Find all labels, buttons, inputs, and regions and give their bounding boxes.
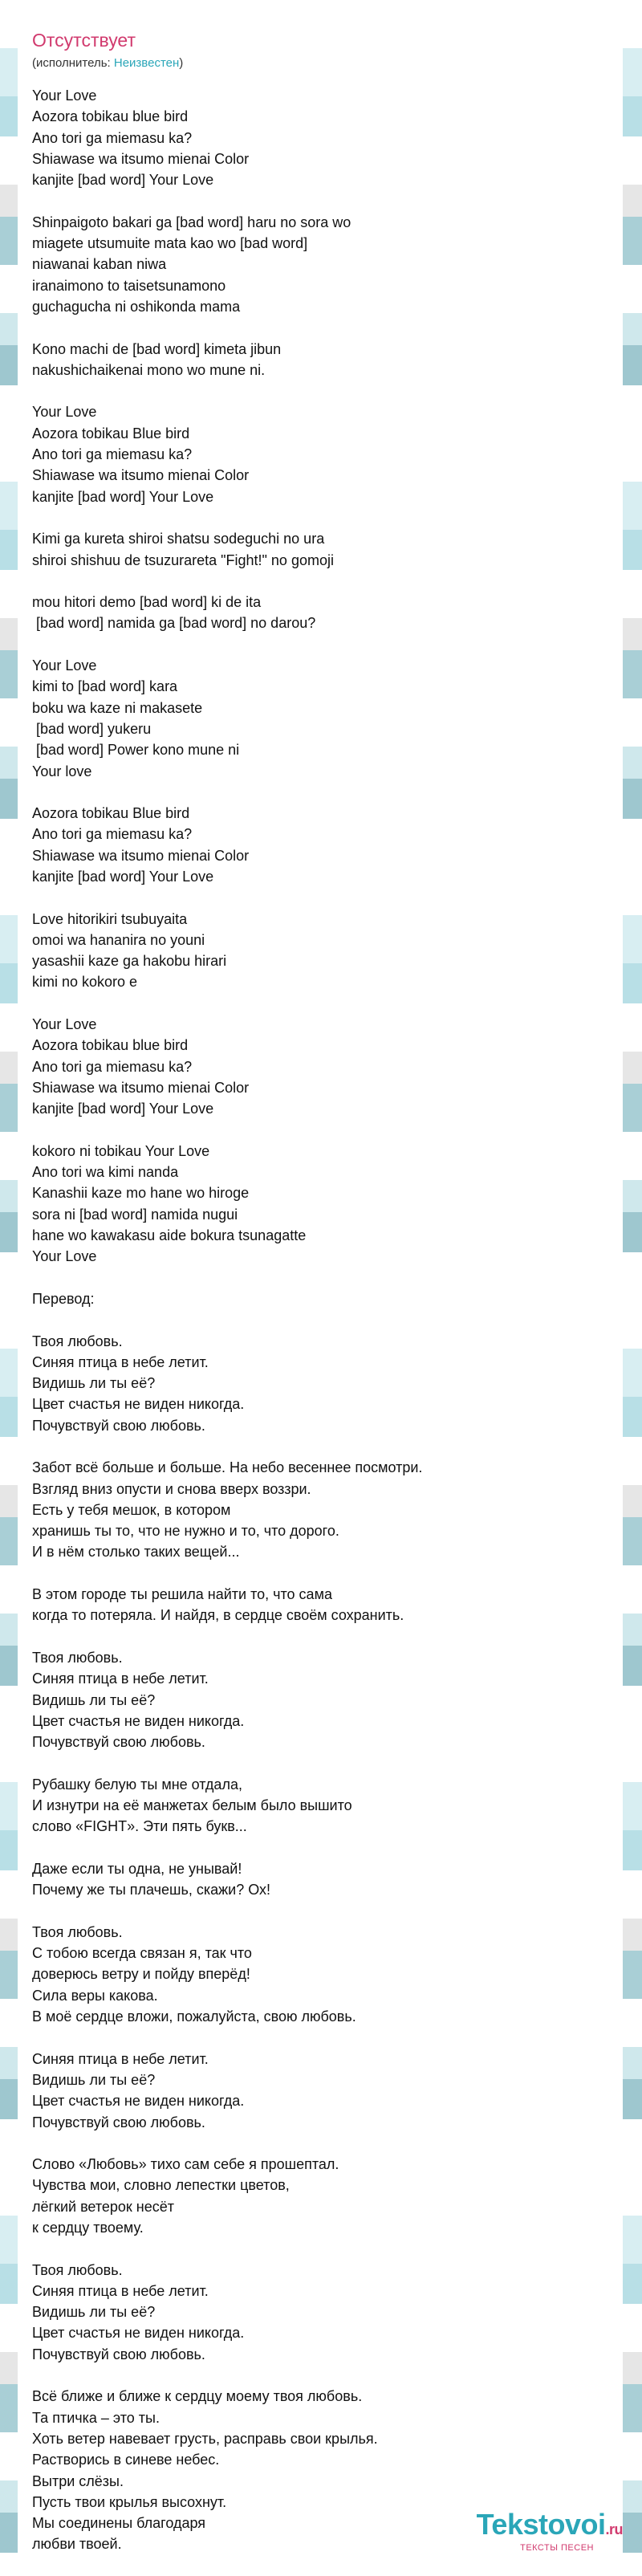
lyrics-line: Ano tori ga miemasu ka?: [32, 129, 193, 146]
lyrics-line: Синяя птица в небе летит.: [32, 2282, 209, 2299]
lyrics-line: доверюсь ветру и пойду вперёд!: [32, 1966, 250, 1983]
lyrics-line: Синяя птица в небе летит.: [32, 1671, 209, 1687]
lyrics-line: miagete utsumuite mata kao wo [bad word]: [32, 235, 308, 252]
lyrics-line: Есть у тебя мешок, в котором: [32, 1501, 231, 1518]
lyrics-line: Your Love: [32, 404, 97, 421]
lyrics-line: Your Love: [32, 87, 97, 104]
lyrics-line: слово «FIGHT». Эти пять букв...: [32, 1818, 247, 1835]
lyrics-stanza: [32, 1922, 610, 2027]
lyrics-line: Ano tori ga miemasu ka?: [32, 446, 193, 463]
lyrics-line: guchagucha ni oshikonda mama: [32, 298, 241, 315]
lyrics-line: Your love: [32, 763, 92, 779]
artist-prefix: (исполнитель:: [32, 56, 114, 70]
lyrics-line: Мы соединены благодаря: [32, 2515, 206, 2532]
lyrics-stanza: [32, 1331, 610, 1436]
lyrics-line: Цвет счастья не виден никогда.: [32, 1712, 245, 1729]
lyrics-line: Всё ближе и ближе к сердцу моему твоя любовь.: [32, 2388, 363, 2405]
lyrics-body: [32, 85, 610, 2555]
artist-link[interactable]: Неизвестен: [113, 56, 180, 70]
lyrics-line: Вытри слёзы.: [32, 2472, 124, 2489]
lyrics-line: И в нём столько таких вещей...: [32, 1544, 240, 1561]
lyrics-line: Почувствуй свою любовь.: [32, 1734, 205, 1751]
lyrics-stanza: [32, 803, 610, 887]
lyrics-line: kokoro ni tobikau Your Love: [32, 1142, 210, 1159]
lyrics-line: когда то потеряла. И найдя, в сердце своём сохранить.: [32, 1607, 404, 1624]
lyrics-stanza: [32, 2154, 610, 2238]
lyrics-line: Цвет счастья не виден никогда.: [32, 2093, 245, 2110]
artist-suffix: ): [179, 56, 184, 70]
lyrics-line: kanjite [bad word] Your Love: [32, 1101, 214, 1117]
lyrics-line: Рубашку белую ты мне отдала,: [32, 1776, 242, 1793]
lyrics-line: iranaimono to taisetsunamono: [32, 277, 226, 294]
lyrics-line: kimi no kokoro e: [32, 974, 138, 991]
lyrics-line: hane wo kawakasu aide bokura tsunagatte: [32, 1227, 307, 1244]
lyrics-line: Your Love: [32, 657, 97, 674]
lyrics-line: Видишь ли ты её?: [32, 2304, 156, 2321]
lyrics-stanza: [32, 1141, 610, 1268]
lyrics-stanza: [32, 1774, 610, 1837]
lyrics-stanza: [32, 339, 610, 381]
lyrics-stanza: [32, 909, 610, 993]
lyrics-line: mou hitori demo [bad word] ki de ita: [32, 594, 262, 611]
lyrics-line: Хоть ветер навевает грусть, расправь свои крылья.: [32, 2430, 378, 2447]
lyrics-line: [bad word] Power kono mune ni: [32, 742, 240, 759]
lyrics-line: Твоя любовь.: [32, 1923, 123, 1940]
logo-tagline: ТЕКСТЫ ПЕСЕН: [520, 2543, 594, 2553]
lyrics-line: Почувствуй свою любовь.: [32, 1417, 205, 1434]
lyrics-line: Даже если ты одна, не унывай!: [32, 1860, 242, 1877]
lyrics-line: yasashii kaze ga hakobu hirari: [32, 953, 227, 970]
lyrics-line: Та птичка – это ты.: [32, 2409, 160, 2426]
lyrics-line: sora ni [bad word] namida nugui: [32, 1206, 238, 1223]
lyrics-line: Kimi ga kureta shiroi shatsu sodeguchi no ura: [32, 531, 325, 547]
lyrics-line: Взгляд вниз опусти и снова вверх воззри.: [32, 1480, 311, 1497]
lyrics-line: Пусть твои крылья высохнут.: [32, 2493, 227, 2510]
lyrics-line: Твоя любовь.: [32, 1649, 123, 1666]
lyrics-line: omoi wa hananira no youni: [32, 931, 205, 948]
lyrics-line: kanjite [bad word] Your Love: [32, 868, 214, 885]
lyrics-line: [bad word] yukeru: [32, 720, 152, 737]
lyrics-line: Shiawase wa itsumo mienai Color: [32, 1079, 250, 1096]
lyrics-line: Aozora tobikau Blue bird: [32, 425, 190, 442]
lyrics-stanza: [32, 1288, 610, 1309]
lyrics-line: Растворись в синеве небес.: [32, 2452, 220, 2468]
lyrics-line: Чувства мои, словно лепестки цветов,: [32, 2177, 290, 2194]
logo-suffix-text: .ru: [605, 2521, 623, 2537]
lyrics-line: Love hitorikiri tsubuyaita: [32, 910, 188, 927]
lyrics-line: Почувствуй свою любовь.: [32, 2346, 205, 2362]
lyrics-line: Видишь ли ты её?: [32, 2071, 156, 2088]
lyrics-line: Видишь ли ты её?: [32, 1375, 156, 1392]
lyrics-stanza: [32, 1584, 610, 1626]
lyrics-line: Слово «Любовь» тихо сам себе я прошептал.: [32, 2156, 339, 2173]
lyrics-line: Shinpaigoto bakari ga [bad word] haru no sora wo: [32, 214, 351, 230]
lyrics-line: В моё сердце вложи, пожалуйста, свою любовь.: [32, 2008, 356, 2025]
lyrics-line: Aozora tobikau Blue bird: [32, 805, 190, 822]
lyrics-line: nakushichaikenai mono wo mune ni.: [32, 361, 266, 378]
lyrics-line: к сердцу твоему.: [32, 2219, 144, 2236]
lyrics-line: [bad word] namida ga [bad word] no darou?: [32, 615, 316, 632]
lyrics-line: Kono machi de [bad word] kimeta jibun: [32, 340, 282, 357]
decorative-right-stripe: [623, 0, 642, 2567]
lyrics-line: Ano tori ga miemasu ka?: [32, 826, 193, 843]
lyrics-line: Ano tori wa kimi nanda: [32, 1164, 179, 1181]
lyrics-line: Ano tori ga miemasu ka?: [32, 1058, 193, 1075]
lyrics-line: Your Love: [32, 1016, 97, 1033]
lyrics-line: kimi to [bad word] kara: [32, 678, 178, 695]
lyrics-line: Aozora tobikau blue bird: [32, 108, 189, 125]
lyrics-stanza: [32, 1858, 610, 1901]
lyrics-line: хранишь ты то, что не нужно и то, что дорого.: [32, 1523, 339, 1540]
lyrics-stanza: [32, 655, 610, 782]
lyrics-line: niawanai kaban niwa: [32, 256, 167, 273]
song-title: Отсутствует: [32, 30, 136, 51]
lyrics-line: boku wa kaze ni makasete: [32, 699, 203, 716]
lyrics-line: Синяя птица в небе летит.: [32, 2050, 209, 2067]
lyrics-page: [32, 29, 610, 2576]
lyrics-stanza: [32, 2049, 610, 2133]
lyrics-stanza: [32, 401, 610, 507]
lyrics-line: Почувствуй свою любовь.: [32, 2114, 205, 2130]
lyrics-line: любви твоей.: [32, 2536, 122, 2553]
lyrics-line: Синяя птица в небе летит.: [32, 1353, 209, 1370]
lyrics-line: лёгкий ветерок несёт: [32, 2198, 174, 2215]
lyrics-stanza: [32, 528, 610, 571]
lyrics-line: Перевод:: [32, 1290, 95, 1307]
decorative-left-stripe: [0, 0, 18, 2567]
lyrics-line: shiroi shishuu de tsuzurareta "Fight!" no gomoji: [32, 551, 334, 568]
lyrics-line: Забот всё больше и больше. На небо весеннее посмотри.: [32, 1459, 423, 1476]
artist-line: [32, 56, 610, 71]
lyrics-line: Shiawase wa itsumo mienai Color: [32, 150, 250, 167]
lyrics-line: В этом городе ты решила найти то, что сама: [32, 1586, 332, 1603]
logo-wordmark: [477, 2509, 623, 2545]
lyrics-line: kanjite [bad word] Your Love: [32, 172, 214, 189]
lyrics-line: kanjite [bad word] Your Love: [32, 488, 214, 505]
lyrics-line: Kanashii kaze mo hane wo hiroge: [32, 1185, 250, 1202]
lyrics-line: С тобою всегда связан я, так что: [32, 1945, 252, 1962]
lyrics-stanza: [32, 2260, 610, 2365]
site-logo[interactable]: [477, 2509, 623, 2553]
lyrics-stanza: [32, 212, 610, 317]
lyrics-line: Your Love: [32, 1248, 97, 1265]
lyrics-line: Твоя любовь.: [32, 2261, 123, 2278]
lyrics-stanza: [32, 592, 610, 634]
lyrics-stanza: [32, 1014, 610, 1119]
lyrics-line: Почему же ты плачешь, скажи? Ох!: [32, 1882, 271, 1898]
lyrics-line: Shiawase wa itsumo mienai Color: [32, 847, 250, 864]
lyrics-line: И изнутри на её манжетах белым было вышито: [32, 1797, 352, 1814]
lyrics-line: Shiawase wa itsumo mienai Color: [32, 467, 250, 484]
lyrics-line: Цвет счастья не виден никогда.: [32, 2325, 245, 2342]
lyrics-stanza: [32, 1647, 610, 1752]
lyrics-line: Aozora tobikau blue bird: [32, 1037, 189, 1054]
lyrics-line: Твоя любовь.: [32, 1333, 123, 1349]
lyrics-stanza: [32, 85, 610, 190]
lyrics-stanza: [32, 1457, 610, 1562]
lyrics-line: Видишь ли ты её?: [32, 1691, 156, 1708]
lyrics-line: Сила веры какова.: [32, 1987, 158, 2004]
lyrics-line: Цвет счастья не виден никогда.: [32, 1396, 245, 1413]
logo-main-text: Tekstovoi: [476, 2508, 606, 2541]
